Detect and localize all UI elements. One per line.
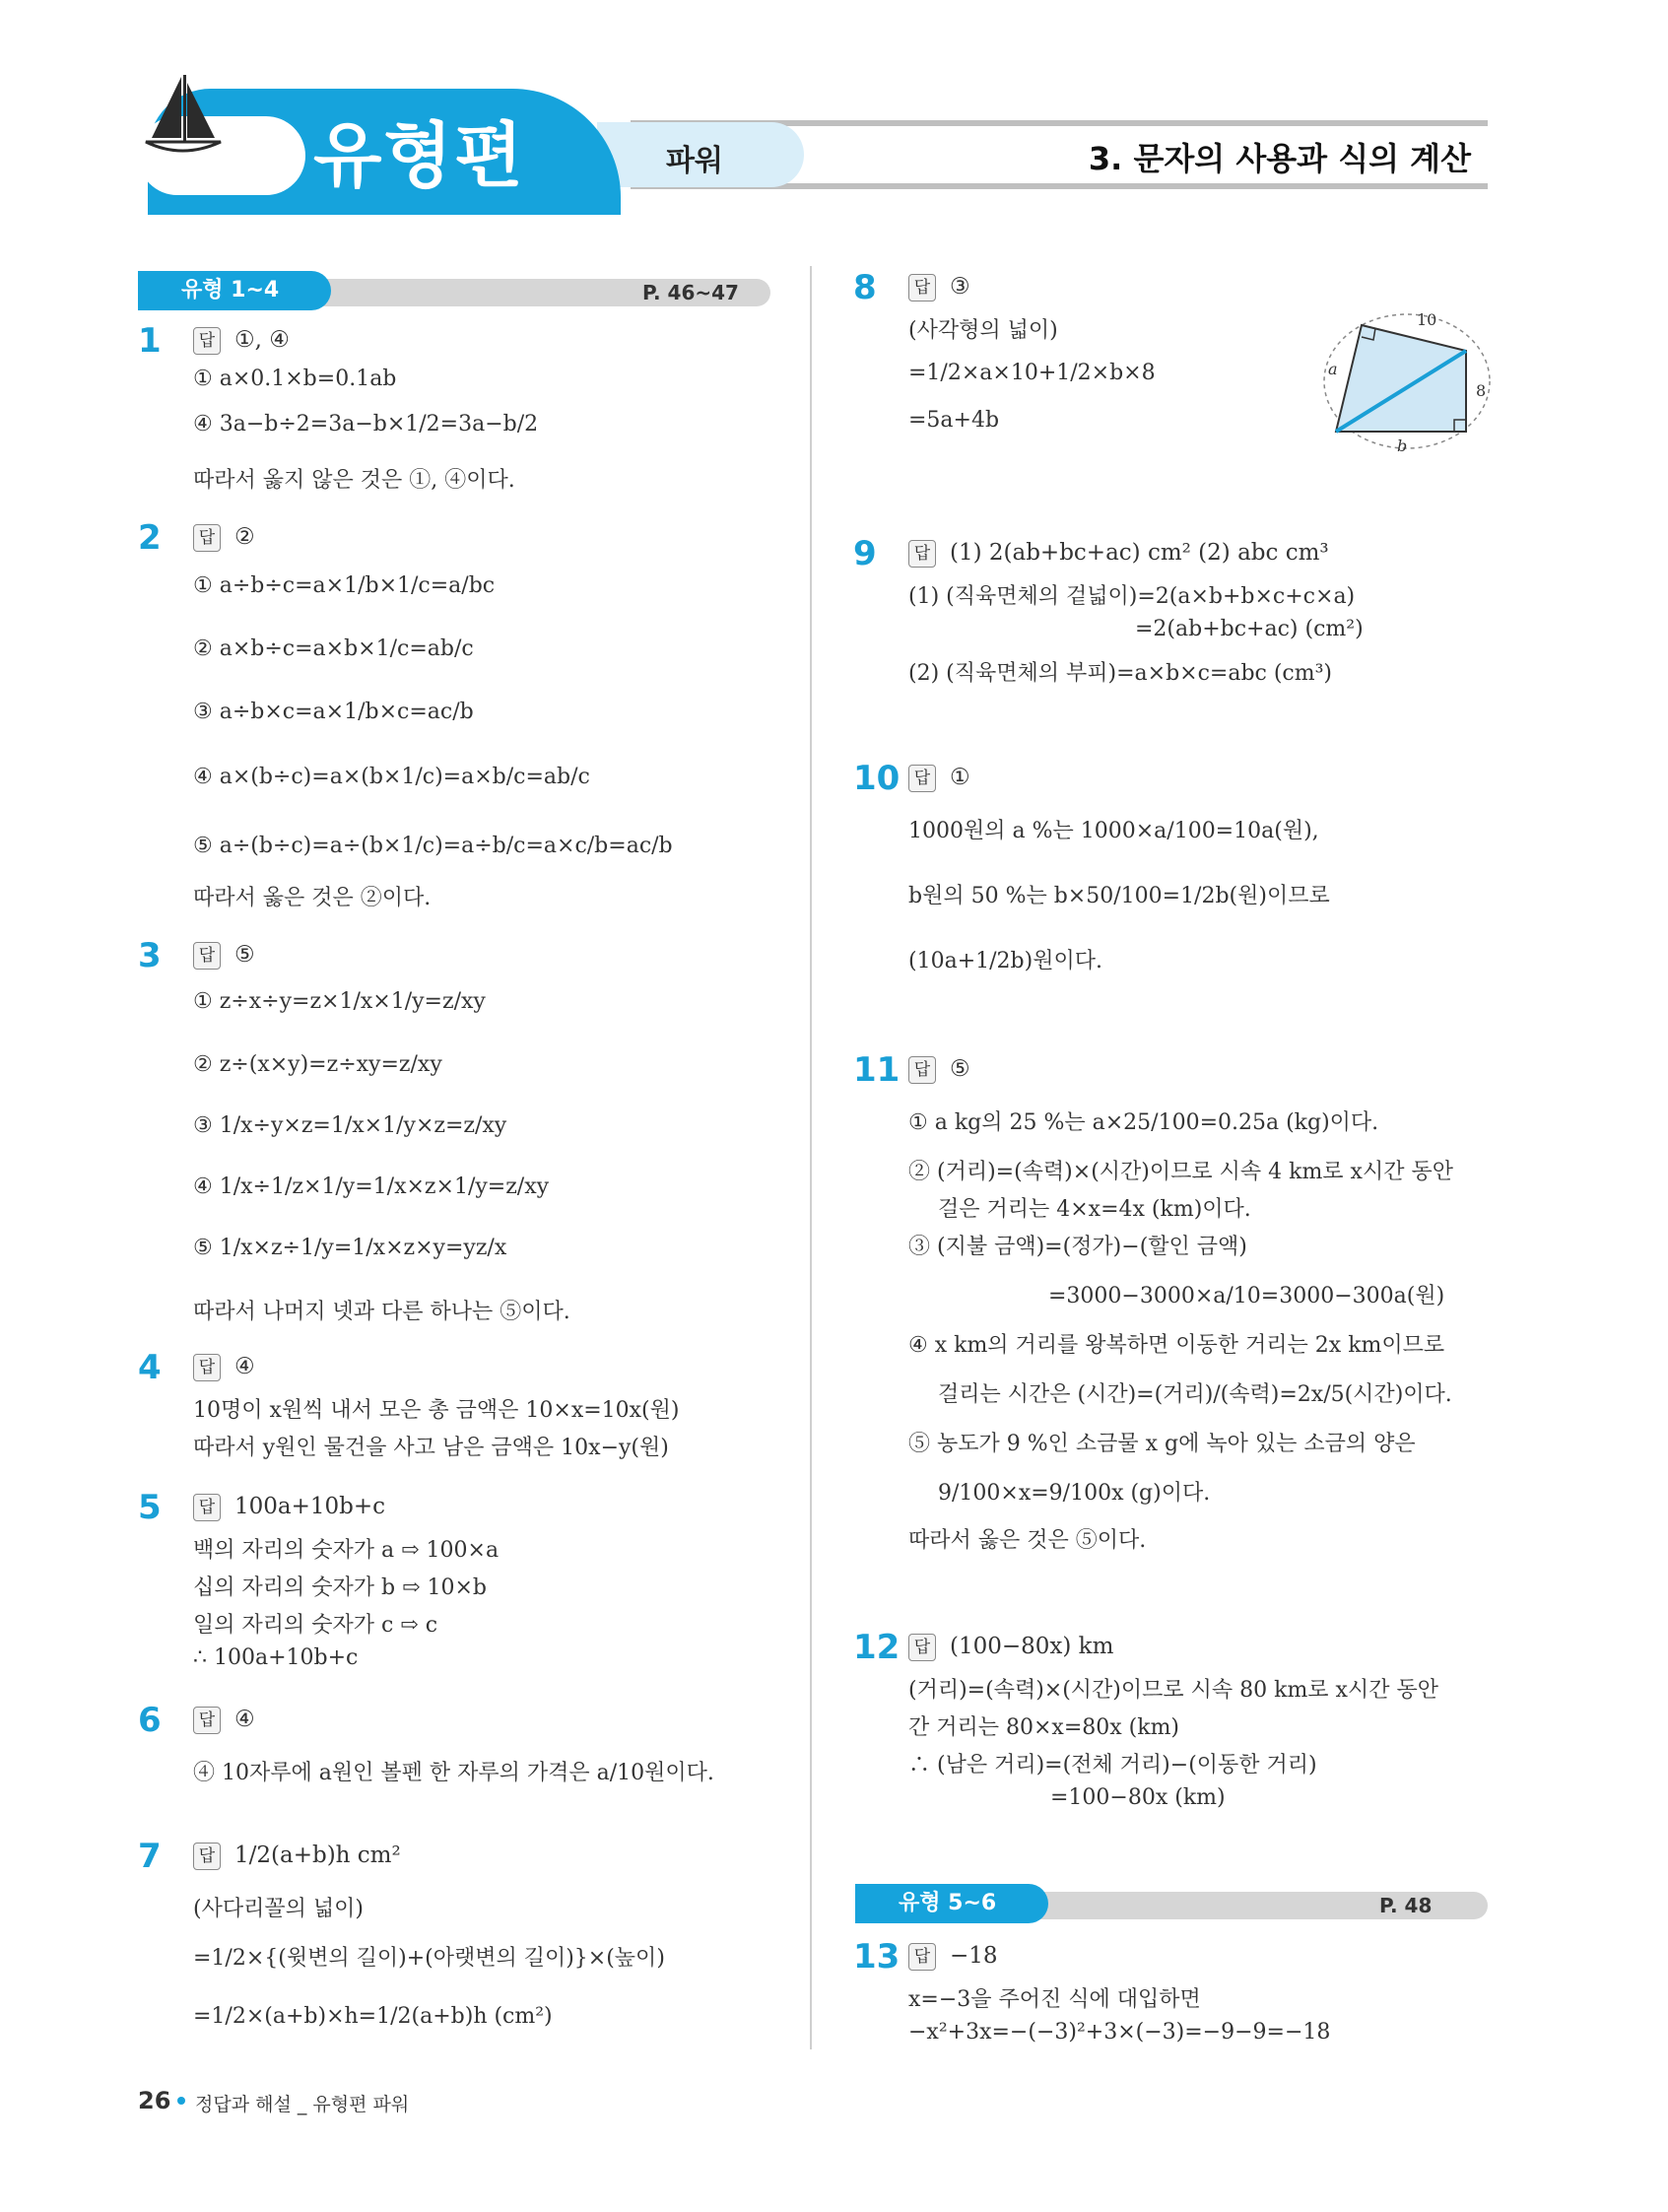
solution-line: ④ 10자루에 a원인 볼펜 한 자루의 가격은 a/10원이다. bbox=[193, 1761, 714, 1785]
answer-line bbox=[193, 1843, 401, 1870]
solution-line: 10명이 x원씩 내서 모은 총 금액은 10×x=10x(원) bbox=[193, 1398, 680, 1423]
problem-number: 3 bbox=[138, 936, 162, 975]
problem-number: 6 bbox=[138, 1701, 162, 1740]
solution-line: ④ 1/x÷1/z×1/y=1/x×z×1/y=z/xy bbox=[193, 1174, 550, 1199]
problem-number: 12 bbox=[853, 1628, 901, 1667]
solution-line: 따라서 옳은 것은 ②이다. bbox=[193, 886, 432, 910]
answer-tag: 답 bbox=[908, 274, 936, 302]
answer-line bbox=[908, 1056, 970, 1084]
problem-number: 13 bbox=[853, 1937, 901, 1977]
answer-value: ①, ④ bbox=[234, 327, 290, 353]
answer-value: ④ bbox=[234, 1707, 255, 1732]
solution-line: =100−80x (km) bbox=[1050, 1785, 1226, 1810]
answer-tag: 답 bbox=[908, 540, 936, 568]
section-label: 유형 1~4 bbox=[138, 271, 331, 310]
solution-line: ① a kg의 25 %는 a×25/100=0.25a (kg)이다. bbox=[908, 1110, 1379, 1135]
solution-line: ① z÷x÷y=z×1/x×1/y=z/xy bbox=[193, 989, 486, 1014]
answer-line bbox=[193, 524, 255, 552]
answer-value: ③ bbox=[950, 274, 970, 300]
figure-label-top: 10 bbox=[1417, 310, 1437, 329]
solution-line: ④ x km의 거리를 왕복하면 이동한 거리는 2x km이므로 bbox=[908, 1333, 1445, 1358]
page-number: 26 bbox=[138, 2087, 171, 2114]
answer-value: ⑤ bbox=[950, 1056, 970, 1082]
solution-line: ⑤ 1/x×z÷1/y=1/x×z×y=yz/x bbox=[193, 1236, 507, 1260]
section-bar-types-5-6 bbox=[855, 1884, 1488, 1923]
problem-number: 11 bbox=[853, 1050, 901, 1090]
section-bar-types-1-4 bbox=[138, 271, 770, 310]
solution-line: ③ a÷b×c=a×1/b×c=ac/b bbox=[193, 700, 474, 724]
answer-tag: 답 bbox=[193, 524, 221, 552]
problem-number: 2 bbox=[138, 518, 162, 558]
answer-line bbox=[908, 765, 970, 792]
solution-line: 1000원의 a %는 1000×a/100=10a(원), bbox=[908, 819, 1319, 843]
solution-line: =1/2×(a+b)×h=1/2(a+b)h (cm²) bbox=[193, 2004, 553, 2029]
solution-line: =2(ab+bc+ac) (cm²) bbox=[1135, 617, 1364, 641]
problem-number: 9 bbox=[853, 534, 877, 573]
sailboat-icon bbox=[138, 69, 227, 158]
figure-label-bottom: b bbox=[1397, 436, 1408, 455]
chapter-title: 3. 문자의 사용과 식의 계산 bbox=[1088, 140, 1471, 177]
answer-value: ④ bbox=[234, 1354, 255, 1379]
solution-line: ⑤ a÷(b÷c)=a÷(b×1/c)=a÷b/c=a×c/b=ac/b bbox=[193, 834, 673, 858]
answer-line bbox=[908, 540, 1329, 568]
answer-value: 100a+10b+c bbox=[234, 1494, 386, 1519]
answer-value: −18 bbox=[950, 1943, 998, 1969]
answer-value: ① bbox=[950, 765, 970, 790]
solution-line: 따라서 y원인 물건을 사고 남은 금액은 10x−y(원) bbox=[193, 1436, 669, 1460]
answer-line bbox=[908, 1634, 1113, 1661]
section-page-ref: P. 46~47 bbox=[642, 281, 739, 304]
answer-tag: 답 bbox=[908, 765, 936, 792]
solution-line: ∴ (남은 거리)=(전체 거리)−(이동한 거리) bbox=[908, 1753, 1317, 1777]
problem-number: 7 bbox=[138, 1837, 162, 1876]
solution-line: 백의 자리의 숫자가 a ⇨ 100×a bbox=[193, 1538, 500, 1563]
figure-label-right: 8 bbox=[1476, 381, 1487, 400]
answer-tag: 답 bbox=[908, 1056, 936, 1084]
solution-line: (1) (직육면체의 겉넓이)=2(a×b+b×c+c×a) bbox=[908, 584, 1356, 609]
answer-line bbox=[193, 327, 290, 355]
section-label: 유형 5~6 bbox=[855, 1884, 1048, 1923]
solution-line: 걸은 거리는 4×x=4x (km)이다. bbox=[938, 1197, 1251, 1222]
answer-tag: 답 bbox=[193, 1707, 221, 1734]
answer-value: (1) 2(ab+bc+ac) cm² (2) abc cm³ bbox=[950, 540, 1329, 566]
solution-line: b원의 50 %는 b×50/100=1/2b(원)이므로 bbox=[908, 884, 1330, 908]
answer-tag: 답 bbox=[193, 942, 221, 970]
answer-tag: 답 bbox=[193, 1843, 221, 1870]
solution-line: ② z÷(x×y)=z÷xy=z/xy bbox=[193, 1052, 442, 1077]
solution-line: ③ (지불 금액)=(정가)−(할인 금액) bbox=[908, 1235, 1247, 1259]
figure-label-left: a bbox=[1328, 360, 1338, 378]
solution-line: =1/2×a×10+1/2×b×8 bbox=[908, 361, 1156, 385]
answer-line bbox=[193, 1494, 385, 1521]
answer-value: 1/2(a+b)h cm² bbox=[234, 1843, 401, 1868]
solution-line: −x²+3x=−(−3)²+3×(−3)=−9−9=−18 bbox=[908, 2020, 1331, 2044]
solution-line: ② a×b÷c=a×b×1/c=ab/c bbox=[193, 637, 474, 661]
solution-line: (2) (직육면체의 부피)=a×b×c=abc (cm³) bbox=[908, 661, 1333, 686]
answer-line bbox=[908, 274, 970, 302]
answer-line bbox=[908, 1943, 998, 1971]
solution-line: 십의 자리의 숫자가 b ⇨ 10×b bbox=[193, 1575, 488, 1600]
solution-line: 일의 자리의 숫자가 c ⇨ c bbox=[193, 1613, 438, 1638]
problem-number: 10 bbox=[853, 759, 901, 798]
solution-line: ③ 1/x÷y×z=1/x×1/y×z=z/xy bbox=[193, 1113, 507, 1138]
solution-line: x=−3을 주어진 식에 대입하면 bbox=[908, 1987, 1201, 2012]
solution-line: 걸리는 시간은 (시간)=(거리)/(속력)=2x/5(시간)이다. bbox=[938, 1382, 1452, 1407]
solution-line: ④ a×(b÷c)=a×(b×1/c)=a×b/c=ab/c bbox=[193, 765, 590, 789]
section-page-ref: P. 48 bbox=[1379, 1894, 1433, 1917]
answer-line bbox=[193, 1354, 255, 1381]
solution-line: ① a÷b÷c=a×1/b×1/c=a/bc bbox=[193, 573, 496, 598]
solution-line: 따라서 옳은 것은 ⑤이다. bbox=[908, 1528, 1147, 1553]
answer-value: (100−80x) km bbox=[950, 1634, 1114, 1659]
solution-line: ① a×0.1×b=0.1ab bbox=[193, 367, 397, 391]
answer-tag: 답 bbox=[908, 1634, 936, 1661]
answer-line bbox=[193, 942, 255, 970]
solution-line: 따라서 나머지 넷과 다른 하나는 ⑤이다. bbox=[193, 1300, 570, 1324]
solution-line: (사다리꼴의 넓이) bbox=[193, 1897, 364, 1921]
answer-value: ⑤ bbox=[234, 942, 255, 968]
solution-line: =5a+4b bbox=[908, 408, 1000, 433]
solution-line: ④ 3a−b÷2=3a−b×1/2=3a−b/2 bbox=[193, 412, 539, 436]
solution-line: 따라서 옳지 않은 것은 ①, ④이다. bbox=[193, 468, 515, 493]
answer-tag: 답 bbox=[908, 1943, 936, 1971]
solution-line: 간 거리는 80×x=80x (km) bbox=[908, 1715, 1180, 1740]
solution-line: ⑤ 농도가 9 %인 소금물 x g에 녹아 있는 소금의 양은 bbox=[908, 1432, 1416, 1456]
problem-number: 4 bbox=[138, 1348, 162, 1387]
solution-line: =1/2×{(윗변의 길이)+(아랫변의 길이)}×(높이) bbox=[193, 1946, 665, 1971]
footer-dot-icon bbox=[177, 2097, 185, 2105]
column-divider bbox=[810, 266, 812, 2049]
solution-line: (거리)=(속력)×(시간)이므로 시속 80 km로 x시간 동안 bbox=[908, 1678, 1438, 1703]
footer-text: 정답과 해설 _ 유형편 파워 bbox=[195, 2094, 410, 2115]
problem-number: 5 bbox=[138, 1488, 162, 1527]
solution-line: (10a+1/2b)원이다. bbox=[908, 949, 1102, 973]
problem-number: 8 bbox=[853, 268, 877, 307]
header-title: 유형편 bbox=[313, 114, 525, 197]
answer-tag: 답 bbox=[193, 1354, 221, 1381]
problem-number: 1 bbox=[138, 321, 162, 361]
answer-tag: 답 bbox=[193, 1494, 221, 1521]
solution-line: ∴ 100a+10b+c bbox=[193, 1645, 359, 1670]
solution-line: (사각형의 넓이) bbox=[908, 318, 1058, 343]
solution-line: ② (거리)=(속력)×(시간)이므로 시속 4 km로 x시간 동안 bbox=[908, 1160, 1453, 1184]
solution-line: =3000−3000×a/10=3000−300a(원) bbox=[1048, 1284, 1445, 1308]
quadrilateral-figure bbox=[1318, 307, 1496, 455]
answer-tag: 답 bbox=[193, 327, 221, 355]
answer-value: ② bbox=[234, 524, 255, 550]
answer-line bbox=[193, 1707, 255, 1734]
header-subtitle: 파워 bbox=[666, 144, 723, 178]
solution-line: 9/100×x=9/100x (g)이다. bbox=[938, 1481, 1211, 1506]
